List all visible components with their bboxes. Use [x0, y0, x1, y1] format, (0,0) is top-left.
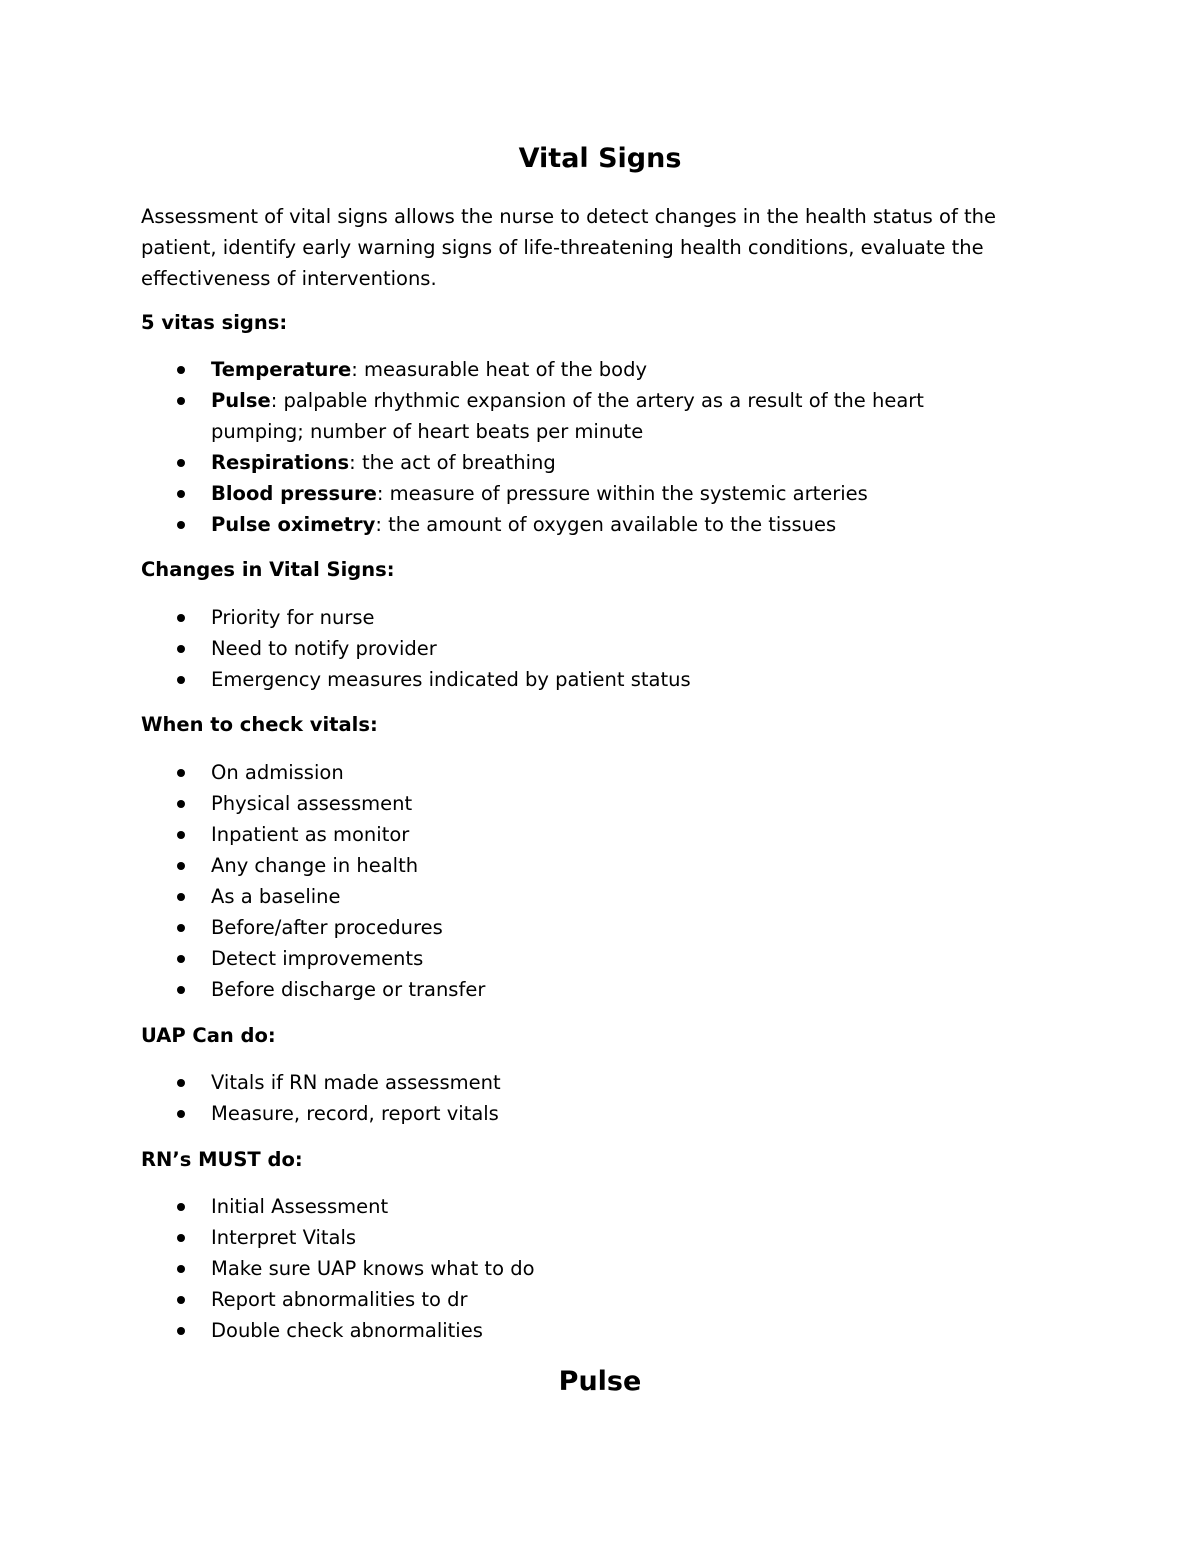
list-item — [141, 788, 1041, 819]
list-item — [141, 1098, 1041, 1129]
list-item — [141, 1315, 1041, 1346]
item-text: Inpatient as monitor — [211, 823, 410, 846]
item-text: Report abnormalities to dr — [211, 1288, 468, 1311]
item-text: As a baseline — [211, 885, 341, 908]
five-vitals-list — [141, 354, 1021, 540]
bullet-icon — [177, 986, 185, 994]
list-item — [141, 354, 1021, 385]
list-item — [141, 974, 1041, 1005]
when-list — [141, 757, 1041, 1005]
item-desc: : palpable rhythmic expansion of the artery as a result of the heart pumping; number of heart beats per minute — [211, 389, 924, 443]
item-text: Emergency measures indicated by patient status — [211, 668, 691, 691]
section-title-pulse: Pulse — [558, 1366, 642, 1397]
section-heading-rn: RN’s MUST do: — [141, 1148, 303, 1171]
list-item — [141, 1222, 1041, 1253]
list-item — [141, 509, 1021, 540]
bullet-icon — [177, 1203, 185, 1211]
list-item — [141, 602, 1041, 633]
item-text: Any change in health — [211, 854, 419, 877]
bullet-icon — [177, 769, 185, 777]
bullet-icon — [177, 800, 185, 808]
list-item — [141, 478, 1021, 509]
bullet-icon — [177, 893, 185, 901]
item-text: Detect improvements — [211, 947, 424, 970]
intro-paragraph: Assessment of vital signs allows the nurse to detect changes in the health status of the patient, identify early warning signs of life-threatening health conditions, evaluate the effectiveness of interventions. — [141, 205, 997, 290]
item-text: Make sure UAP knows what to do — [211, 1257, 535, 1280]
item-text: Double check abnormalities — [211, 1319, 483, 1342]
item-text: On admission — [211, 761, 344, 784]
section-heading-when: When to check vitals: — [141, 713, 378, 736]
list-item — [141, 1191, 1041, 1222]
item-text: Need to notify provider — [211, 637, 437, 660]
bullet-icon — [177, 490, 185, 498]
item-term: Pulse — [211, 389, 271, 412]
bullet-icon — [177, 1265, 185, 1273]
bullet-icon — [177, 676, 185, 684]
bullet-icon — [177, 366, 185, 374]
list-item — [141, 1284, 1041, 1315]
bullet-icon — [177, 1234, 185, 1242]
bullet-icon — [177, 862, 185, 870]
item-text: Measure, record, report vitals — [211, 1102, 499, 1125]
bullet-icon — [177, 459, 185, 467]
list-item — [141, 850, 1041, 881]
item-desc: : measure of pressure within the systemic arteries — [376, 482, 868, 505]
item-term: Respirations — [211, 451, 350, 474]
section-heading-changes: Changes in Vital Signs: — [141, 558, 395, 581]
item-text: Before/after procedures — [211, 916, 443, 939]
item-term: Blood pressure — [211, 482, 377, 505]
section-heading-five-vitals: 5 vitas signs: — [141, 311, 288, 334]
bullet-icon — [177, 924, 185, 932]
item-text: Interpret Vitals — [211, 1226, 357, 1249]
bullet-icon — [177, 1327, 185, 1335]
list-item — [141, 1253, 1041, 1284]
page-title: Vital Signs — [518, 143, 682, 174]
list-item — [141, 633, 1041, 664]
item-term: Pulse oximetry — [211, 513, 376, 536]
bullet-icon — [177, 614, 185, 622]
bullet-icon — [177, 955, 185, 963]
bullet-icon — [177, 645, 185, 653]
item-text: Vitals if RN made assessment — [211, 1071, 501, 1094]
item-desc: : the amount of oxygen available to the tissues — [375, 513, 837, 536]
list-item — [141, 385, 1021, 447]
item-text: Before discharge or transfer — [211, 978, 486, 1001]
bullet-icon — [177, 1110, 185, 1118]
item-term: Temperature — [211, 358, 352, 381]
bullet-icon — [177, 1079, 185, 1087]
list-item — [141, 881, 1041, 912]
list-item — [141, 757, 1041, 788]
list-item — [141, 1067, 1041, 1098]
item-text: Initial Assessment — [211, 1195, 389, 1218]
item-desc: : the act of breathing — [349, 451, 556, 474]
section-heading-uap: UAP Can do: — [141, 1024, 276, 1047]
bullet-icon — [177, 1296, 185, 1304]
item-text: Physical assessment — [211, 792, 413, 815]
item-text: Priority for nurse — [211, 606, 375, 629]
rn-list — [141, 1191, 1041, 1346]
uap-list — [141, 1067, 1041, 1129]
list-item — [141, 912, 1041, 943]
bullet-icon — [177, 397, 185, 405]
changes-list — [141, 602, 1041, 695]
list-item — [141, 819, 1041, 850]
list-item — [141, 943, 1041, 974]
bullet-icon — [177, 831, 185, 839]
bullet-icon — [177, 521, 185, 529]
item-desc: : measurable heat of the body — [351, 358, 648, 381]
list-item — [141, 664, 1041, 695]
list-item — [141, 447, 1021, 478]
